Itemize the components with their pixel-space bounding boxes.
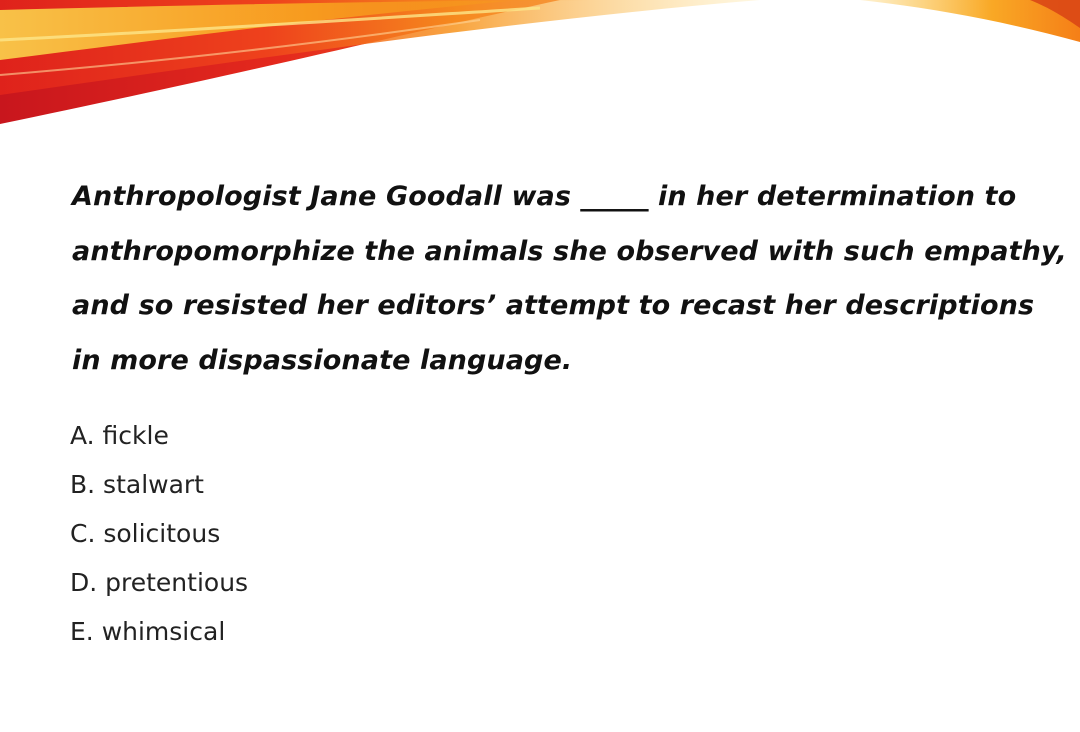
question-line: anthropomorphize the animals she observed with such empathy, (72, 235, 1067, 267)
option-c[interactable]: C. solicitous (70, 519, 221, 548)
question-line: and so resisted her editors’ attempt to recast her descriptions (72, 290, 1035, 321)
option-e[interactable]: E. whimsical (70, 617, 226, 646)
option-b[interactable]: B. stalwart (70, 470, 204, 499)
option-d[interactable]: D. pretentious (70, 568, 249, 597)
question-line: in more dispassionate language. (72, 344, 573, 376)
question-line: Anthropologist Jane Goodall was _____ in her determination to (72, 181, 1017, 212)
decorative-banner (0, 0, 1080, 140)
option-a[interactable]: A. fickle (70, 421, 169, 450)
answer-options (70, 416, 248, 661)
question-text (72, 170, 1067, 388)
